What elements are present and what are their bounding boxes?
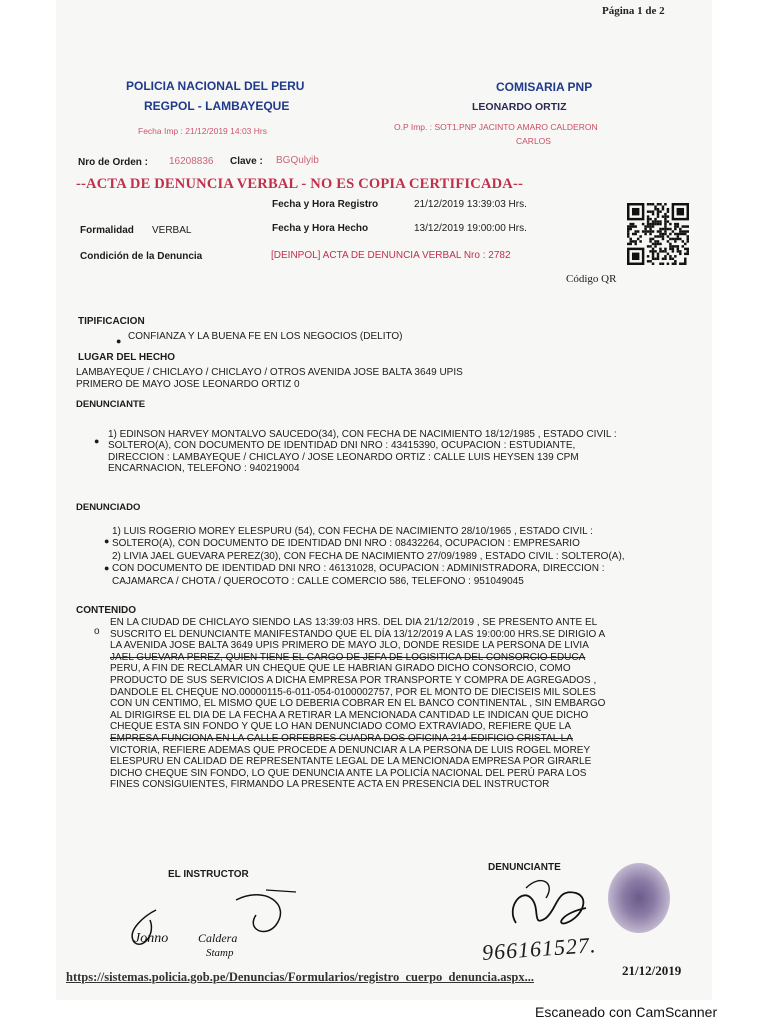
- contenido-line: SUSCRITO EL DENUNCIANTE MANIFESTANDO QUE EL DÍA 13/12/2019 A LAS 19:00:00 HRS.SE DIRIGIO A: [110, 628, 606, 640]
- denunciado-line: 1) LUIS ROGERIO MOREY ELESPURU (54), CON FECHA DE NACIMIENTO 28/10/1965 , ESTADO CIVIL :: [112, 526, 593, 537]
- header-comisaria: COMISARIA PNP: [496, 80, 593, 94]
- formalidad-value: VERBAL: [152, 225, 192, 236]
- scanner-watermark: Escaneado con CamScanner: [535, 1004, 718, 1020]
- hecho-value: 13/12/2019 19:00:00 Hrs.: [414, 223, 527, 234]
- header-region: REGPOL - LAMBAYEQUE: [144, 99, 290, 113]
- contenido-line: EN LA CIUDAD DE CHICLAYO SIENDO LAS 13:39:03 HRS. DEL DIA 21/12/2019 , SE PRESENTO ANTE EL: [110, 617, 598, 628]
- clave-label: Clave :: [230, 156, 263, 167]
- condicion-label: Condición de la Denuncia: [80, 251, 203, 262]
- bullet-icon: ●: [104, 536, 110, 546]
- contenido-line: PERU, A FIN DE RECLAMAR UN CHEQUE QUE LE HABRIAN GIRADO DICHO CONSORCIO, COMO: [110, 663, 571, 675]
- instructor-label: EL INSTRUCTOR: [168, 869, 249, 880]
- fingerprint-icon: [608, 863, 670, 933]
- qr-label: Código QR: [566, 273, 617, 285]
- order-label: Nro de Orden :: [78, 157, 149, 168]
- contenido-line: DANDOLE EL CHEQUE NO.00000115-6-011-054-0100002757, POR EL MONTO DE DIECISEIS MIL SOLES: [110, 686, 596, 698]
- tipificacion-heading: TIPIFICACION: [78, 316, 145, 327]
- denunciante-line: ENCARNACION, TELEFONO : 940219004: [108, 463, 300, 475]
- handwritten-phone: 966161527.: [481, 932, 598, 965]
- bullet-icon: ●: [94, 436, 100, 446]
- document-page: [56, 0, 712, 1000]
- footer-url[interactable]: https://sistemas.policia.gob.pe/Denuncias/Formularios/registro_cuerpo_denuncia.aspx...: [66, 970, 534, 984]
- clave-value: BGQulyib: [276, 155, 319, 166]
- order-value: 16208836: [169, 156, 214, 167]
- contenido-line: FINES CONSIGUIENTES, FIRMANDO LA PRESENTE ACTA EN PRESENCIA DEL INSTRUCTOR: [110, 779, 550, 791]
- denunciado-line: 2) LIVIA JAEL GUEVARA PEREZ(30), CON FECHA DE NACIMIENTO 27/09/1989 , ESTADO CIVIL : SOLTERO(A),: [112, 550, 625, 562]
- bullet-icon: ●: [104, 563, 110, 573]
- instructor-hand-text2: Caldera: [198, 931, 238, 945]
- contenido-block: [110, 617, 710, 791]
- instructor-hand-text1: Jonno: [134, 931, 169, 946]
- lugar-line1: LAMBAYEQUE / CHICLAYO / CHICLAYO / OTROS AVENIDA JOSE BALTA 3649 UPIS: [76, 367, 463, 378]
- tipificacion-item: CONFIANZA Y LA BUENA FE EN LOS NEGOCIOS (DELITO): [128, 331, 403, 342]
- print-date: Fecha Imp : 21/12/2019 14:03 Hrs: [138, 126, 267, 136]
- denunciado-line: SOLTERO(A), CON DOCUMENTO DE IDENTIDAD DNI NRO : 08432264, OCUPACION : EMPRESARIO: [112, 538, 580, 550]
- denunciante-line: 1) EDINSON HARVEY MONTALVO SAUCEDO(34), CON FECHA DE NACIMIENTO 18/12/1985 , ESTADO CIVIL :: [108, 429, 617, 440]
- denunciante-heading: DENUNCIANTE: [76, 399, 146, 410]
- header-institution: POLICIA NACIONAL DEL PERU: [126, 79, 305, 93]
- op-imp-line1: O.P Imp. : SOT1.PNP JACINTO AMARO CALDERON: [394, 122, 598, 132]
- lugar-line2: PRIMERO DE MAYO JOSE LEONARDO ORTIZ 0: [76, 379, 300, 390]
- header-comisaria-name: LEONARDO ORTIZ: [472, 101, 567, 113]
- contenido-line: ELESPURU EN CALIDAD DE REPRESENTANTE LEGAL DE LA MENCIONADA EMPRESA POR GIRARLE: [110, 756, 592, 768]
- hecho-label: Fecha y Hora Hecho: [272, 223, 369, 234]
- bullet-icon: ●: [116, 336, 122, 346]
- qr-code: [627, 203, 689, 265]
- footer-date: 21/12/2019: [622, 963, 682, 978]
- contenido-line: EMPRESA FUNCIONA EN LA CALLE ORFEBRES CUADRA DOS OFICINA 214-EDIFICIO CRISTAL LA: [110, 732, 573, 744]
- denunciante-label: DENUNCIANTE: [488, 862, 561, 873]
- contenido-line: AL DIRIGIRSE EL DIA DE LA FECHA A RETIRAR LA MENCIONADA CANTIDAD LE INDICAN QUE DICHO: [110, 709, 589, 721]
- denunciado-heading: DENUNCIADO: [76, 502, 141, 513]
- contenido-line: CHEQUE ESTA SIN FONDO Y QUE LO HAN DENUNCIADO COMO EXTRAVIADO, REFIERE QUE LA: [110, 721, 572, 733]
- denunciado-block: [112, 526, 712, 588]
- denunciado-line: CON DOCUMENTO DE IDENTIDAD DNI NRO : 46131028, OCUPACION : ADMINISTRADORA, DIRECCION :: [112, 563, 605, 575]
- denunciado-line: CAJAMARCA / CHOTA / QUEROCOTO : CALLE COMERCIO 586, TELEFONO : 951049045: [112, 575, 524, 587]
- denunciante-line: DIRECCION : LAMBAYEQUE / CHICLAYO / JOSE LEONARDO ORTIZ : CALLE LUIS HEYSEN 139 CPM: [108, 451, 579, 463]
- contenido-line: VICTORIA, REFIERE ADEMAS QUE PROCEDE A DENUNCIAR A LA PERSONA DE LUIS ROGEL MOREY: [110, 744, 591, 756]
- instructor-hand-text3: Stamp: [206, 947, 234, 959]
- lugar-heading: LUGAR DEL HECHO: [78, 352, 176, 363]
- registro-label: Fecha y Hora Registro: [272, 199, 379, 210]
- instructor-signature: [116, 880, 316, 960]
- formalidad-label: Formalidad: [80, 225, 134, 236]
- contenido-line: JAEL GUEVARA PEREZ, QUIEN TIENE EL CARGO DE JEFA DE LOGISITICA DEL CONSORCIO EDUCA: [110, 651, 586, 663]
- contenido-line: PRODUCTO DE SUS SERVICIOS A DICHA EMPRESA POR TRANSPORTE Y COMPRA DE AGREGADOS ,: [110, 674, 597, 686]
- condicion-value: [DEINPOL] ACTA DE DENUNCIA VERBAL Nro : 2782: [271, 250, 511, 261]
- op-imp-line2: CARLOS: [516, 136, 551, 146]
- registro-value: 21/12/2019 13:39:03 Hrs.: [414, 199, 527, 210]
- contenido-line: LA AVENIDA JOSE BALTA 3649 UPIS PRIMERO DE MAYO JLO, DONDE RESIDE LA PERSONA DE LIVIA: [110, 640, 589, 652]
- denunciante-line: SOLTERO(A), CON DOCUMENTO DE IDENTIDAD DNI NRO : 43415390, OCUPACION : ESTUDIANTE,: [108, 440, 576, 452]
- contenido-heading: CONTENIDO: [76, 605, 136, 616]
- contenido-line: CON UN CENTIMO, EL MISMO QUE LO DEBERIA COBRAR EN EL BANCO CONTINENTAL , SIN EMBARGO: [110, 698, 606, 710]
- document-title: --ACTA DE DENUNCIA VERBAL - NO ES COPIA CERTIFICADA--: [76, 176, 524, 192]
- denunciante-block: [108, 429, 708, 475]
- contenido-line: DICHO CHEQUE SIN FONDO, LO QUE DENUNCIA ANTE LA POLICÍA NACIONAL DEL PERÚ PARA LOS: [110, 767, 587, 779]
- circle-bullet-icon: o: [94, 626, 100, 637]
- page-number: Página 1 de 2: [602, 5, 665, 17]
